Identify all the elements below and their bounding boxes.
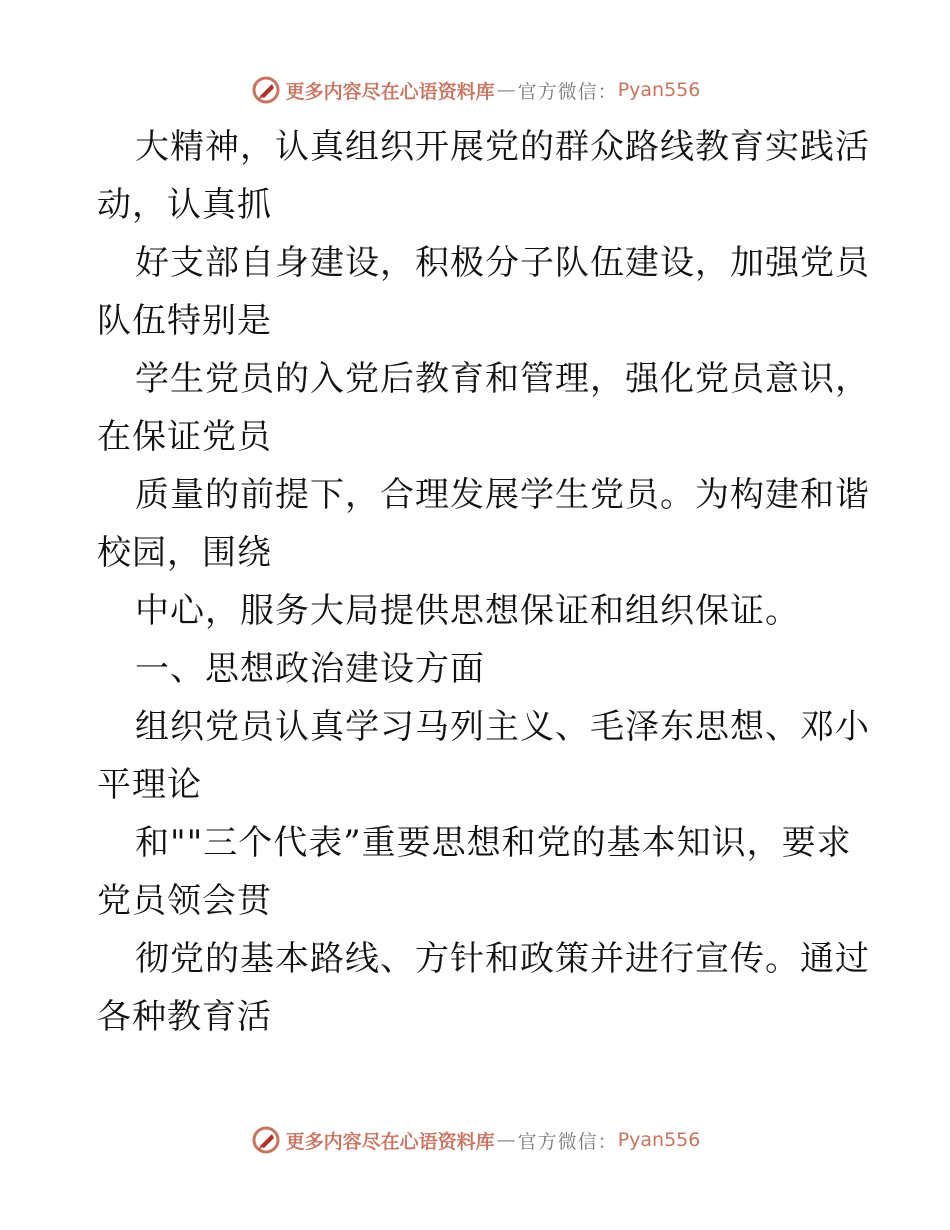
paragraph-first-line: 学生党员的入党后教育和管理，强化党员意识， (135, 359, 870, 399)
paragraph (97, 234, 870, 350)
paragraph-continuation: 动，认真抓 (97, 185, 272, 225)
footer-watermark (0, 1120, 950, 1160)
paragraph-first-line: 好支部自身建设，积极分子队伍建设，加强党员 (135, 243, 870, 283)
paragraph (97, 466, 870, 582)
pen-nib-circle-icon (250, 1124, 282, 1156)
watermark-wechat-id: Pyan556 (617, 1129, 701, 1151)
watermark-wechat-label: 官方微信： (517, 1130, 618, 1153)
paragraph-continuation: 党员领会贯 (97, 881, 272, 921)
paragraph-continuation: 各种教育活 (97, 997, 272, 1037)
paragraph-first-line: 和""三个代表”重要思想和党的基本知识，要求 (135, 823, 852, 863)
document-body (97, 118, 870, 1046)
paragraph (97, 814, 857, 930)
paragraph (97, 930, 870, 1046)
paragraph (97, 118, 870, 234)
paragraph-first-line: 中心，服务大局提供思想保证和组织保证。 (135, 591, 800, 631)
paragraph-first-line: 大精神，认真组织开展党的群众路线教育实践活 (135, 127, 870, 167)
watermark-dash: — (496, 79, 516, 101)
watermark-text: 更多内容尽在心语资料库 (285, 80, 495, 103)
paragraph-first-line: 组织党员认真学习马列主义、毛泽东思想、邓小 (135, 707, 870, 747)
section-heading (97, 640, 857, 698)
section-heading-text: 一、思想政治建设方面 (135, 649, 485, 689)
paragraph-continuation: 队伍特别是 (97, 301, 272, 341)
paragraph-continuation: 在保证党员 (97, 417, 272, 457)
paragraph (97, 698, 870, 814)
watermark-wechat-id: Pyan556 (617, 79, 701, 101)
watermark-text: 更多内容尽在心语资料库 (285, 1130, 495, 1153)
watermark-dash: — (496, 1129, 516, 1151)
paragraph-continuation: 校园，围绕 (97, 533, 272, 573)
watermark-wechat-label: 官方微信： (517, 80, 618, 103)
paragraph-first-line: 彻党的基本路线、方针和政策并进行宣传。通过 (135, 939, 870, 979)
paragraph-first-line: 质量的前提下，合理发展学生党员。为构建和谐 (135, 475, 870, 515)
header-watermark (0, 70, 950, 110)
paragraph (97, 350, 870, 466)
paragraph-continuation: 平理论 (97, 765, 202, 805)
pen-nib-circle-icon (250, 74, 282, 106)
paragraph (97, 582, 857, 640)
